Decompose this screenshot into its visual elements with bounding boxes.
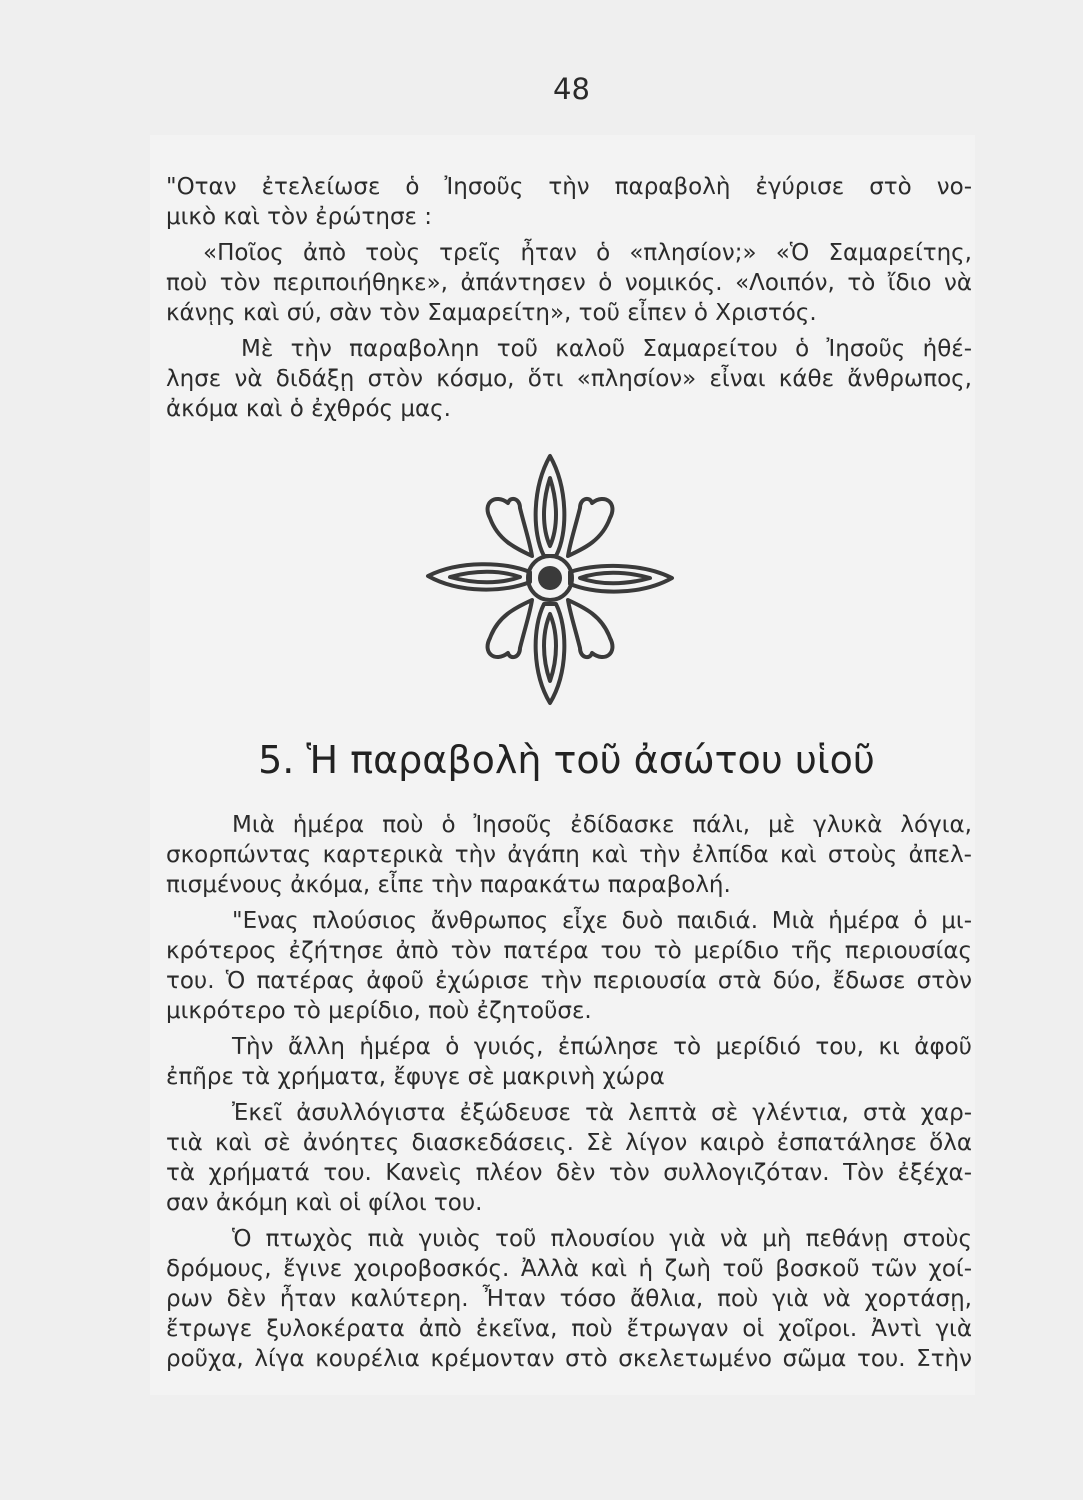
text-line: Ὁ πτωχὸς πιὰ γυιὸς τοῦ πλουσίου γιὰ νὰ μὴ πεθάνῃ στοὺς [232, 1226, 972, 1252]
section-text-block [166, 810, 972, 1374]
text-line: Τὴν ἄλλη ἡμέρα ὁ γυιός, ἐπώλησε τὸ μερίδιό του, κι ἀφοῦ [232, 1034, 972, 1060]
paragraph [166, 172, 972, 232]
text-line: "Ενας πλούσιος ἄνθρωπος εἶχε δυὸ παιδιά. Μιὰ ἡμέρα ὁ μι- [232, 908, 972, 934]
text-line: σαν ἀκόμη καὶ οἱ φίλοι του. [166, 1190, 483, 1216]
page-number: 48 [553, 72, 590, 106]
text-line: «Ποῖος ἀπὸ τοὺς τρεῖς ἦταν ὁ «πλησίον;» «Ὁ Σαμαρείτης, [203, 240, 972, 266]
text-line: ροῦχα, λίγα κουρέλια κρέμονταν στὸ σκελετωμένο σῶμα του. Στὴν [166, 1346, 972, 1372]
top-text-block [166, 172, 972, 424]
paragraph [166, 334, 972, 424]
text-line: ἀκόμα καὶ ὁ ἐχθρός μας. [166, 396, 451, 422]
section-heading: 5. Ἡ παραβολὴ τοῦ ἀσώτου υἱοῦ [258, 738, 875, 782]
text-line: ἐπῆρε τὰ χρήματα, ἔφυγε σὲ μακρινὴ χώρα [166, 1064, 665, 1090]
text-line: τὰ χρήματά του. Κανεὶς πλέον δὲν τὸν συλλογιζόταν. Τὸν ἐξέχα- [166, 1160, 972, 1186]
text-line: Ἐκεῖ ἀσυλλόγιστα ἐξώδευσε τὰ λεπτὰ σὲ γλέντια, στὰ χαρ- [232, 1100, 972, 1126]
text-line: ρων δὲν ἦταν καλύτερη. Ἦταν τόσο ἄθλια, ποὺ γιὰ νὰ χορτάσῃ, [166, 1286, 972, 1312]
paragraph [166, 1032, 972, 1092]
text-line: "Οταν ἐτελείωσε ὁ Ἰησοῦς τὴν παραβολὴ ἐγύρισε στὸ νο- [166, 174, 972, 200]
text-line: λησε νὰ διδάξῃ στὸν κόσμο, ὅτι «πλησίον» εἶναι κάθε ἄνθρωπος, [166, 366, 972, 392]
floral-cross-ornament-icon [420, 448, 680, 713]
paragraph [166, 1098, 972, 1218]
paragraph [166, 238, 972, 328]
text-line: σκορπώντας καρτερικὰ τὴν ἀγάπη καὶ τὴν ἐλπίδα καὶ στοὺς ἀπελ- [166, 842, 972, 868]
text-line: κάνῃς καὶ σύ, σὰν τὸν Σαμαρείτη», τοῦ εἶπεν ὁ Χριστός. [166, 300, 817, 326]
text-line: ἔτρωγε ξυλοκέρατα ἀπὸ ἐκεῖνα, ποὺ ἔτρωγαν οἱ χοῖροι. Ἀντὶ γιὰ [166, 1316, 972, 1342]
paragraph [166, 810, 972, 900]
text-line: τιὰ καὶ σὲ ἀνόητες διασκεδάσεις. Σὲ λίγον καιρὸ ἐσπατάλησε ὅλα [166, 1130, 972, 1156]
text-line: ποὺ τὸν περιποιήθηκε», ἀπάντησεν ὁ νομικός. «Λοιπόν, τὸ ἴδιο νὰ [166, 270, 972, 296]
text-line: μικὸ καὶ τὸν ἐρώτησε : [166, 204, 433, 230]
paragraph [166, 906, 972, 1026]
text-line: μικρότερο τὸ μερίδιο, ποὺ ἐζητοῦσε. [166, 998, 592, 1024]
text-line: πισμένους ἀκόμα, εἶπε τὴν παρακάτω παραβολή. [166, 872, 731, 898]
text-line: του. Ὁ πατέρας ἀφοῦ ἐχώρισε τὴν περιουσία στὰ δύο, ἔδωσε στὸν [166, 968, 972, 994]
text-line: κρότερος ἐζήτησε ἀπὸ τὸν πατέρα του τὸ μερίδιο τῆς περιουσίας [166, 938, 972, 964]
text-line: δρόμους, ἔγινε χοιροβοσκός. Ἀλλὰ καὶ ἡ ζωὴ τοῦ βοσκοῦ τῶν χοί- [166, 1256, 972, 1282]
text-line: Μιὰ ἡμέρα ποὺ ὁ Ἰησοῦς ἐδίδασκε πάλι, μὲ γλυκὰ λόγια, [232, 812, 972, 838]
text-line: Μὲ τὴν παραβοληn τοῦ καλοῦ Σαμαρείτου ὁ Ἰησοῦς ἠθέ- [241, 336, 972, 362]
paragraph [166, 1224, 972, 1374]
